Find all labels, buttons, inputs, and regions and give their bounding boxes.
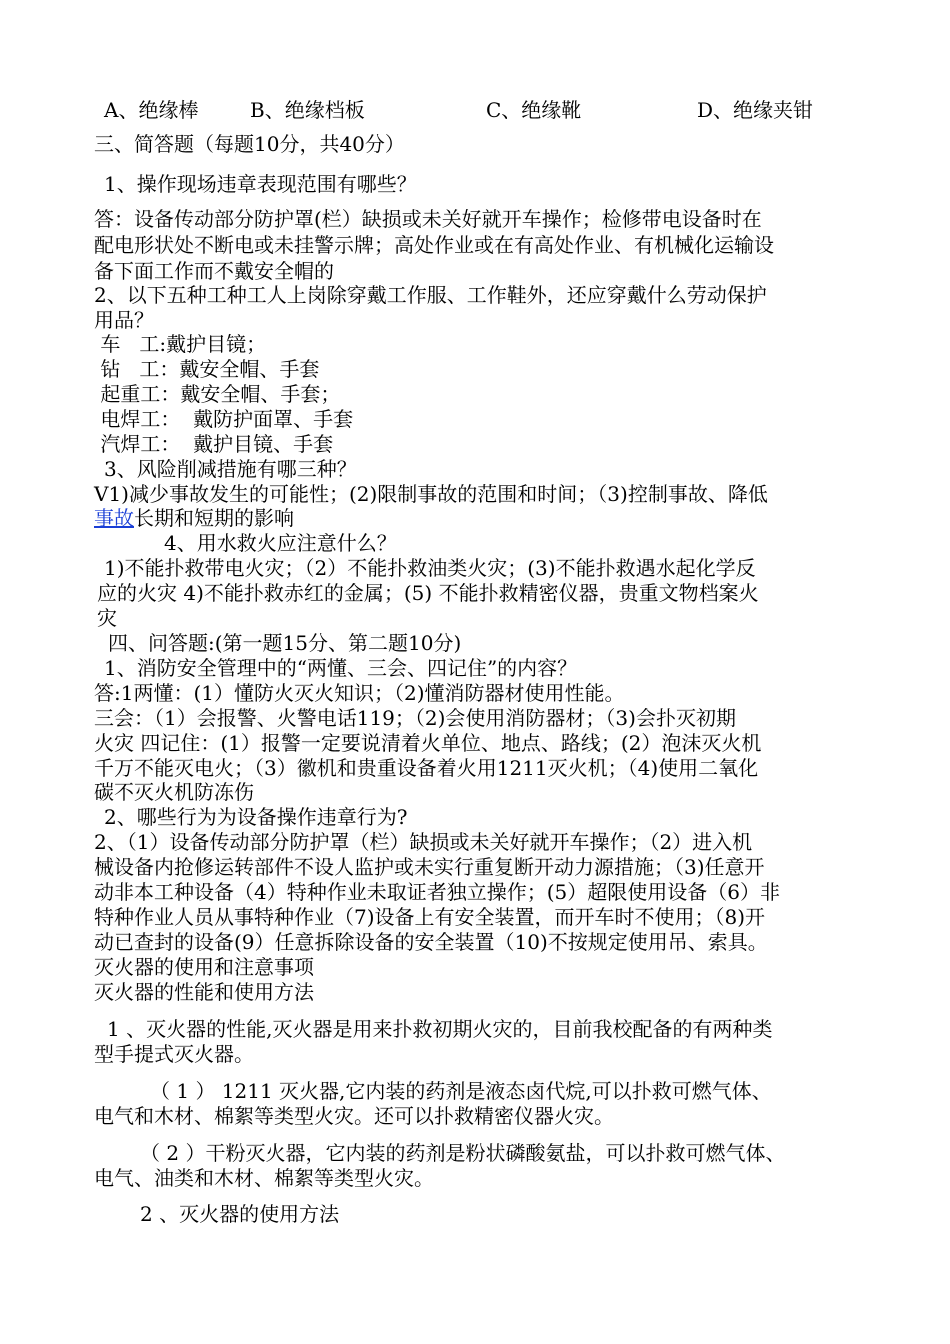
s4q2-answer-line: 动非本工种设备（4）特种作业未取证者独立操作；(5）超限使用设备（6）非 bbox=[94, 880, 780, 904]
q2-item: 电焊工： 戴防护面罩、手套 bbox=[94, 407, 354, 431]
q4-answer-line: 灾 bbox=[97, 606, 117, 630]
s4q1-question: 1、消防安全管理中的“两懂、三会、四记住”的内容？ bbox=[104, 656, 578, 680]
ext-section-heading: 2 、灭火器的使用方法 bbox=[140, 1202, 340, 1226]
q1-question: 1、操作现场违章表现范围有哪些？ bbox=[104, 172, 417, 196]
q2-item: 起重工：戴安全帽、手套； bbox=[94, 382, 341, 406]
s4q1-answer-line: 火灾 四记住：(1）报警一定要说清着火单位、地点、路线；(2）泡沫灭火机 bbox=[94, 731, 762, 755]
s4q1-answer-line: 千万不能灭电火；（3）徽机和贵重设备着火用1211灭火机；（4)使用二氧化 bbox=[94, 756, 759, 780]
accident-link[interactable]: 事故 bbox=[94, 506, 134, 530]
ext-para-line: （ 1 ） 1211 灭火器,它内装的药剂是液态卤代烷,可以扑救可燃气体、 bbox=[150, 1079, 772, 1103]
s4q1-answer-line: 碳不灭火机防冻伤 bbox=[94, 780, 254, 804]
option-c: C、绝缘靴 bbox=[486, 98, 582, 122]
q3-question: 3、风险削减措施有哪三种？ bbox=[104, 457, 357, 481]
q2-item: 汽焊工： 戴护目镜、手套 bbox=[94, 432, 334, 456]
q1-answer-line: 备下面工作而不戴安全帽的 bbox=[94, 259, 334, 283]
extinguisher-subtitle: 灭火器的性能和使用方法 bbox=[94, 980, 314, 1004]
q3-answer-rest: 长期和短期的影响 bbox=[134, 506, 294, 530]
ext-para-line: 电气、油类和木材、棉絮等类型火灾。 bbox=[94, 1166, 434, 1190]
option-d: D、绝缘夹钳 bbox=[697, 98, 814, 122]
q4-question: 4、用水救火应注意什么？ bbox=[164, 531, 397, 555]
s4q2-answer-line: 械设备内抢修运转部件不设人监护或未实行重复断开动力源措施；（3)任意开 bbox=[94, 855, 765, 879]
q1-answer-line: 配电形状处不断电或未挂警示牌；高处作业或在有高处作业、有机械化运输设 bbox=[94, 233, 774, 257]
q2-item: 钻 工：戴安全帽、手套 bbox=[94, 357, 320, 381]
q4-answer-line: 1)不能扑救带电火灾；（2）不能扑救油类火灾；(3)不能扑救遇水起化学反 bbox=[104, 556, 756, 580]
q2-item: 车 工:戴护目镜； bbox=[94, 332, 267, 356]
q2-question-line: 2、以下五种工种工人上岗除穿戴工作服、工作鞋外，还应穿戴什么劳动保护 bbox=[94, 283, 767, 307]
ext-para-line: 1 、灭火器的性能,灭火器是用来扑救初期火灾的，目前我校配备的有两种类 bbox=[107, 1017, 773, 1041]
q2-question-line: 用品？ bbox=[94, 308, 154, 332]
ext-para-line: 型手提式灭火器。 bbox=[94, 1042, 254, 1066]
q3-answer-line: V1)减少事故发生的可能性；(2)限制事故的范围和时间；（3)控制事故、降低 bbox=[94, 482, 768, 506]
q4-answer-line: 应的火灾 4)不能扑救赤红的金属；(5) 不能扑救精密仪器，贵重文物档案火 bbox=[97, 581, 759, 605]
section4-heading: 四、问答题:(第一题15分、第二题10分) bbox=[108, 631, 462, 655]
s4q2-answer-line: 动已查封的设备(9）任意拆除设备的安全装置（10)不按规定使用吊、索具。 bbox=[94, 930, 768, 954]
section3-heading: 三、简答题（每题10分，共40分） bbox=[94, 132, 405, 156]
option-a: A、绝缘棒 bbox=[104, 98, 199, 122]
s4q1-answer-line: 答:1两懂：(1）懂防火灭火知识；（2)懂消防器材使用性能。 bbox=[94, 681, 625, 705]
s4q2-question: 2、哪些行为为设备操作违章行为? bbox=[104, 805, 408, 829]
q1-answer-line: 答：设备传动部分防护罩(栏）缺损或未关好就开车操作；检修带电设备时在 bbox=[94, 207, 762, 231]
s4q1-answer-line: 三会：（1）会报警、火警电话119；（2)会使用消防器材；（3)会扑灭初期 bbox=[94, 706, 736, 730]
q3-answer-line-2 bbox=[94, 505, 864, 531]
s4q2-answer-line: 2、（1）设备传动部分防护罩（栏）缺损或未关好就开车操作；（2）进入机 bbox=[94, 830, 753, 854]
ext-para-line: （ 2 ）干粉灭火器，它内装的药剂是粉状磷酸氨盐，可以扑救可燃气体、 bbox=[140, 1141, 786, 1165]
option-b: B、绝缘档板 bbox=[250, 98, 365, 122]
s4q2-answer-line: 特种作业人员从事特种作业（7)设备上有安全装置，而开车时不使用；（8)开 bbox=[94, 905, 766, 929]
ext-para-line: 电气和木材、棉絮等类型火灾。还可以扑救精密仪器火灾。 bbox=[94, 1104, 614, 1128]
extinguisher-title: 灭火器的使用和注意事项 bbox=[94, 955, 314, 979]
